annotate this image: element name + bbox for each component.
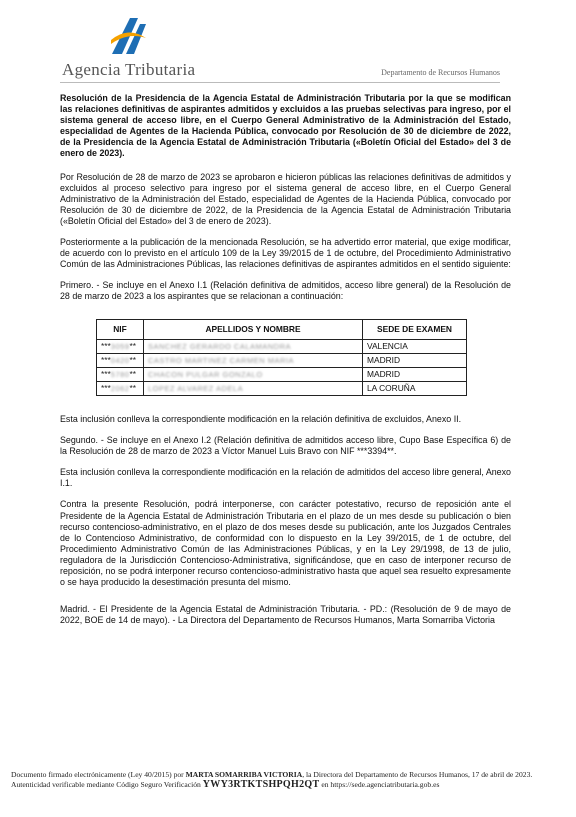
- table-row: [97, 353, 467, 367]
- verification-code: YWY3RTKTSHPQH2QT: [202, 779, 320, 790]
- paragraph-appeal: Contra la presente Resolución, podrá interponerse, con carácter potestativo, recurso de reposición ante el Presidente de la Agencia Estatal de Administración Tributaria en el plazo de un mes desde su publicación o bien recurso contencioso-administrativo, en el plazo de dos meses desde su publicación, ante los Juzgados Centrales de lo Contencioso Administrativo, de conformidad con lo dispuesto en la Ley 39/2015, de 1 de octubre, del Procedimiento Administrativo Común de las Administraciones Públicas, y en la Ley 29/1998, de 13 de julio, reguladora de la Jurisdicción Contencioso-Administrativa, significándose, que en caso de interponer recurso de reposición, no se podrá interponer recurso contencioso-administrativo hasta que aquel sea resuelto expresamente o se haya producido la desestimación presunta del mismo.: [60, 499, 511, 588]
- sede-cell: LA CORUÑA: [363, 381, 467, 395]
- paragraph-segundo: Segundo. - Se incluye en el Anexo I.2 (Relación definitiva de admitidos acceso libre, Cupo Base Específica 6) de la Resolución de 28 de marzo de 2023 a Víctor Manuel Luis Bravo con NIF ***3394**.: [60, 435, 511, 457]
- paragraph-background: Por Resolución de 28 de marzo de 2023 se aprobaron e hicieron públicas las relaciones definitivas de admitidos y excluidos al proceso selectivo para ingreso por el sistema general de acceso libre, en el Cuerpo General Administrativo de la Administración del Estado, especialidad de Agentes de la Hacienda Pública, convocado por Resolución de 30 de diciembre de 2022, de la Presidencia de la Agencia Estatal de Administración Tributaria («Boletín Oficial del Estado» del 3 de enero de 2023).: [60, 171, 511, 226]
- agency-name: Agencia Tributaria: [62, 60, 196, 79]
- department-name: Departamento de Recursos Humanos: [381, 68, 500, 77]
- table-row: [97, 339, 467, 353]
- header-divider: [60, 82, 500, 83]
- page-header: [60, 10, 500, 80]
- table-header-row: [97, 319, 467, 339]
- admitted-candidates-table: [96, 319, 467, 396]
- sede-cell: MADRID: [363, 367, 467, 381]
- electronic-signature-footer: Documento firmado electrónicamente (Ley 40/2015) por MARTA SOMARRIBA VICTORIA, la Directora del Departamento de Recursos Humanos, 17 de abril de 2023. Autenticidad verificable mediante Código Seguro Verificación YWY3RTKTSHPQH2QT en https://sede.agenciatributaria.gob.es: [11, 770, 533, 790]
- nif-cell: ***0420**: [97, 353, 144, 367]
- sede-cell: MADRID: [363, 353, 467, 367]
- signer-name: MARTA SOMARRIBA VICTORIA: [185, 770, 303, 779]
- name-cell: LOPEZ ALVAREZ ADELA: [144, 381, 363, 395]
- name-cell: CASTRO MARTINEZ CARMEN MARIA: [144, 353, 363, 367]
- agencia-tributaria-logo-icon: [108, 10, 148, 56]
- col-header-name: APELLIDOS Y NOMBRE: [144, 319, 363, 339]
- sede-cell: VALENCIA: [363, 339, 467, 353]
- document-body: [60, 93, 511, 636]
- name-cell: CHACON PULGAR GONZALO: [144, 367, 363, 381]
- paragraph-exclusion-change: Esta inclusión conlleva la correspondiente modificación en la relación definitiva de excluidos, Anexo II.: [60, 413, 462, 424]
- nif-cell: ***3059**: [97, 339, 144, 353]
- col-header-nif: NIF: [97, 319, 144, 339]
- document-title: Resolución de la Presidencia de la Agencia Estatal de Administración Tributaria por la que se modifican las relaciones definitivas de aspirantes admitidos y excluidos a las pruebas selectivas para ingreso, por el sistema general de acceso libre, en el Cuerpo General Administrativo de la Administración del Estado, especialidad de Agentes de la Hacienda Pública, convocado por Resolución de 30 de diciembre de 2022, de la Presidencia de la Agencia Estatal de Administración Tributaria («Boletín Oficial del Estado» del 3 de enero de 2023).: [60, 93, 511, 159]
- paragraph-primero: Primero. - Se incluye en el Anexo I.1 (Relación definitiva de admitidos, acceso libre general) de la Resolución de 28 de marzo de 2023 a los aspirantes que se relacionan a continuación:: [60, 280, 511, 302]
- verification-url: en https://sede.agenciatributaria.gob.es: [319, 780, 440, 789]
- table-row: [97, 381, 467, 395]
- paragraph-error-notice: Posteriormente a la publicación de la mencionada Resolución, se ha advertido error material, que exige modificar, de acuerdo con lo previsto en el artículo 109 de la Ley 39/2015 de 1 de octubre, del Procedimiento Administrativo Común de las Administraciones Públicas, las relaciones definitivas de aspirantes admitidos en el sentido siguiente:: [60, 237, 511, 270]
- table-row: [97, 367, 467, 381]
- name-cell: SANCHEZ GERARDO CALAMANDRA: [144, 339, 363, 353]
- paragraph-signature: Madrid. - El Presidente de la Agencia Estatal de Administración Tributaria. - PD.: (Resolución de 9 de mayo de 2022, BOE de 14 de mayo). - La Directora del Departamento de Recursos Humanos, Marta Somarriba Victoria: [60, 604, 511, 626]
- nif-cell: ***2062**: [97, 381, 144, 395]
- col-header-sede: SEDE DE EXAMEN: [363, 319, 467, 339]
- nif-cell: ***5780**: [97, 367, 144, 381]
- paragraph-admission-change: Esta inclusión conlleva la correspondiente modificación en la relación de admitidos del acceso libre general, Anexo I.1.: [60, 467, 511, 489]
